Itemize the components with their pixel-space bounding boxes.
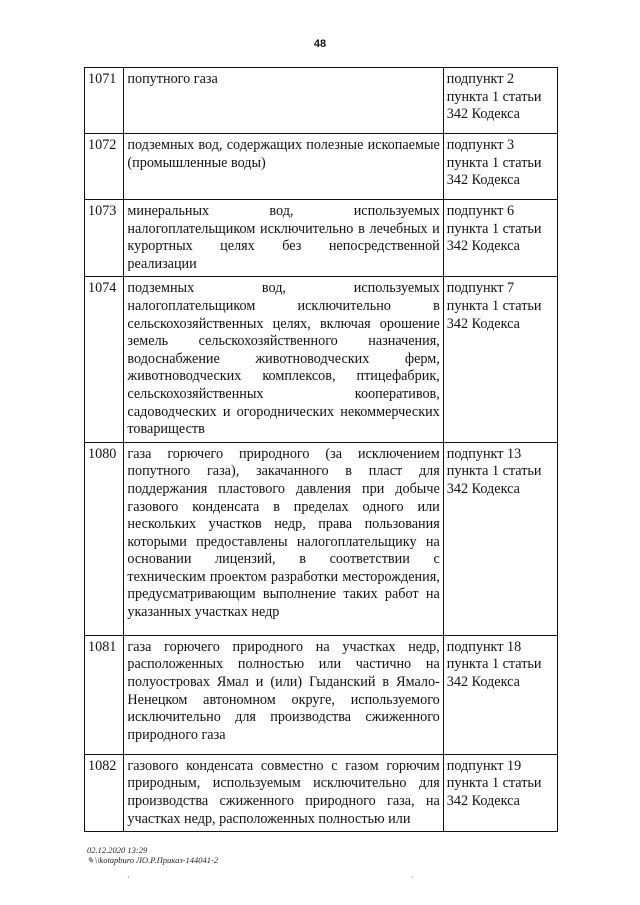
- reference-line: подпункт 3: [446, 137, 515, 153]
- row-code: 1072: [85, 134, 124, 200]
- row-description: газа горючего природного (за исключением попутного газа), закачанного в пласт для поддержания пластового давления при добыче газового конденсата в пределах одного или нескольких участков недр, права пользования которыми предоставлены налогоплательщику на основании лицензий, в соответствии с техническим проектом разработки месторождения, предусматривающим выполнение таких работ на указанных участках недр: [124, 442, 443, 635]
- scan-speck: ·: [411, 873, 414, 882]
- row-code: 1071: [85, 68, 124, 134]
- reference-line: 342 Кодекса: [446, 315, 520, 332]
- reference-line: подпункт 7: [446, 280, 515, 297]
- table-row: [85, 134, 558, 200]
- row-reference: [443, 277, 557, 442]
- mineral-codes-table: [84, 67, 558, 832]
- row-reference: [443, 134, 557, 200]
- footer-doc-name: \\kotapburo ЛО.Р.Приказ-144041-2: [94, 855, 219, 865]
- footer-doc-path: [87, 855, 218, 866]
- reference-line: подпункт 19: [446, 757, 522, 774]
- page-number: 48: [313, 38, 327, 50]
- table-row: [85, 635, 558, 754]
- reference-line: 342 Кодекса: [446, 238, 520, 255]
- reference-line: подпункт 18: [446, 638, 522, 655]
- row-description: подземных вод, содержащих полезные ископаемые (промышленные воды): [124, 134, 443, 200]
- reference-line: пункта 1 статьи: [446, 775, 542, 792]
- table-row: [85, 200, 558, 277]
- row-code: 1081: [85, 635, 124, 754]
- row-reference: [443, 200, 557, 277]
- row-code: 1073: [85, 200, 124, 277]
- document-footer: [87, 845, 218, 866]
- reference-line: 342 Кодекса: [446, 106, 520, 123]
- reference-line: пункта 1 статьи: [446, 220, 542, 237]
- scan-speck: ·: [127, 873, 130, 882]
- row-code: 1080: [85, 442, 124, 635]
- row-description: попутного газа: [124, 68, 443, 134]
- table-row: [85, 754, 558, 831]
- reference-line: пункта 1 статьи: [446, 88, 542, 105]
- table-row: [85, 442, 558, 635]
- reference-line: подпункт 2: [446, 71, 515, 87]
- row-reference: [443, 754, 557, 831]
- table-row: [85, 68, 558, 134]
- reference-line: пункта 1 статьи: [446, 463, 542, 480]
- row-reference: [443, 442, 557, 635]
- reference-line: 342 Кодекса: [446, 172, 520, 189]
- row-description: газа горючего природного на участках недр, расположенных полностью или частично на полуостровах Ямал и (или) Гыданский в Ямало-Ненецком автономном округе, используемого исключительно для производства сжиженного природного газа: [124, 635, 443, 754]
- reference-line: 342 Кодекса: [446, 673, 520, 690]
- reference-line: подпункт 13: [446, 445, 522, 462]
- reference-line: 342 Кодекса: [446, 792, 520, 809]
- row-description: подземных вод, используемых налогоплательщиком исключительно в сельскохозяйственных целях, включая орошение земель сельскохозяйственного назначения, водоснабжение животноводческих ферм, животноводческих комплексов, птицефабрик, сельскохозяйственных кооперативов, садоводческих и огороднических некоммерческих товариществ: [124, 277, 443, 442]
- reference-line: подпункт 6: [446, 203, 515, 219]
- reference-line: пункта 1 статьи: [446, 656, 542, 673]
- reference-line: пункта 1 статьи: [446, 297, 542, 314]
- row-description: газового конденсата совместно с газом горючим природным, используемым исключительно для производства сжиженного природного газа, на участках недр, расположенных полностью или: [124, 754, 443, 831]
- row-reference: [443, 635, 557, 754]
- row-description: минеральных вод, используемых налогоплательщиком исключительно в лечебных и курортных целях без непосредственной реализации: [124, 200, 443, 277]
- table-row: [85, 277, 558, 442]
- row-code: 1074: [85, 277, 124, 442]
- row-code: 1082: [85, 754, 124, 831]
- reference-line: 342 Кодекса: [446, 480, 520, 497]
- row-reference: [443, 68, 557, 134]
- footer-date: 02.12.2020 13:29: [87, 845, 148, 855]
- reference-line: пункта 1 статьи: [446, 154, 542, 171]
- file-path-icon: ✎: [87, 856, 94, 865]
